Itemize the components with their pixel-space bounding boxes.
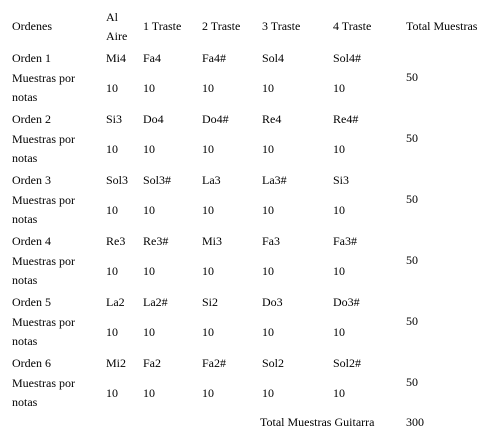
muestras-cell: 10 [143,81,155,95]
note-cell: Fa3# [333,234,357,248]
muestras-cell: 10 [106,264,118,278]
muestras-cell: 10 [333,264,345,278]
note-cell: Sol3 [106,173,129,187]
note-cell: La3# [262,173,287,187]
note-cell: Fa4 [143,51,161,65]
header-traste-1: 1 Traste [143,19,182,33]
muestras-cell: 10 [143,203,155,217]
muestras-cell: 10 [106,325,118,339]
muestras-cell: 10 [262,325,274,339]
muestras-cell: 10 [333,203,345,217]
orden-label: Orden 1 [12,51,51,65]
note-cell: La3 [202,173,221,187]
muestras-cell: 10 [143,386,155,400]
muestras-cell: 10 [202,386,214,400]
total-cell: 50 [406,375,418,389]
footer-label: Total Muestras Guitarra [260,415,375,429]
note-cell: Sol4 [262,51,285,65]
note-cell: Do3# [333,295,360,309]
note-cell: Fa2 [143,356,161,370]
note-cell: Re4 [262,112,282,126]
note-cell: Do4 [143,112,164,126]
note-cell: Fa4# [202,51,226,65]
muestras-cell: 10 [143,325,155,339]
muestras-cell: 10 [262,264,274,278]
muestras-cell: 10 [333,142,345,156]
note-cell: Sol2# [333,356,362,370]
header-traste-4: 4 Traste [333,19,372,33]
muestras-cell: 10 [262,81,274,95]
total-cell: 50 [406,253,418,267]
muestras-cell: 10 [143,264,155,278]
note-cell: Si3 [333,173,350,187]
muestras-label: Muestras por notas [12,193,75,226]
muestras-cell: 10 [333,386,345,400]
note-cell: Si2 [202,295,219,309]
muestras-cell: 10 [202,325,214,339]
muestras-cell: 10 [333,81,345,95]
muestras-label: Muestras por notas [12,315,75,348]
orden-label: Orden 4 [12,234,51,248]
footer-value: 300 [406,415,424,429]
muestras-cell: 10 [202,264,214,278]
orden-label: Orden 3 [12,173,51,187]
orden-label: Orden 6 [12,356,51,370]
muestras-cell: 10 [262,386,274,400]
muestras-cell: 10 [106,386,118,400]
note-cell: Mi2 [106,356,127,370]
note-cell: Mi3 [202,234,223,248]
note-cell: Si3 [106,112,123,126]
note-cell: Sol4# [333,51,362,65]
header-traste-2: 2 Traste [202,19,241,33]
muestras-label: Muestras por notas [12,71,75,104]
muestras-cell: 10 [106,142,118,156]
muestras-cell: 10 [333,325,345,339]
muestras-cell: 10 [202,203,214,217]
note-cell: Fa3 [262,234,280,248]
total-cell: 50 [406,314,418,328]
muestras-label: Muestras por notas [12,132,75,165]
muestras-cell: 10 [143,142,155,156]
header-total-muestras: Total Muestras [406,19,478,33]
header-traste-3: 3 Traste [262,19,301,33]
note-cell: Do3 [262,295,283,309]
note-cell: La2# [143,295,168,309]
orden-label: Orden 5 [12,295,51,309]
total-cell: 50 [406,70,418,84]
muestras-cell: 10 [262,142,274,156]
header-al-aire: Al Aire [106,10,128,43]
note-cell: Sol2 [262,356,285,370]
note-cell: La2 [106,295,125,309]
muestras-cell: 10 [106,203,118,217]
note-cell: Re3# [143,234,169,248]
muestras-cell: 10 [262,203,274,217]
total-cell: 50 [406,131,418,145]
note-cell: Sol3# [143,173,172,187]
orden-label: Orden 2 [12,112,51,126]
note-cell: Re3 [106,234,126,248]
note-cell: Re4# [333,112,359,126]
muestras-cell: 10 [106,81,118,95]
header-ordenes: Ordenes [12,19,52,33]
muestras-cell: 10 [202,142,214,156]
note-cell: Fa2# [202,356,226,370]
muestras-label: Muestras por notas [12,376,75,409]
note-cell: Do4# [202,112,229,126]
note-cell: Mi4 [106,51,127,65]
muestras-label: Muestras por notas [12,254,75,287]
muestras-cell: 10 [202,81,214,95]
total-cell: 50 [406,192,418,206]
